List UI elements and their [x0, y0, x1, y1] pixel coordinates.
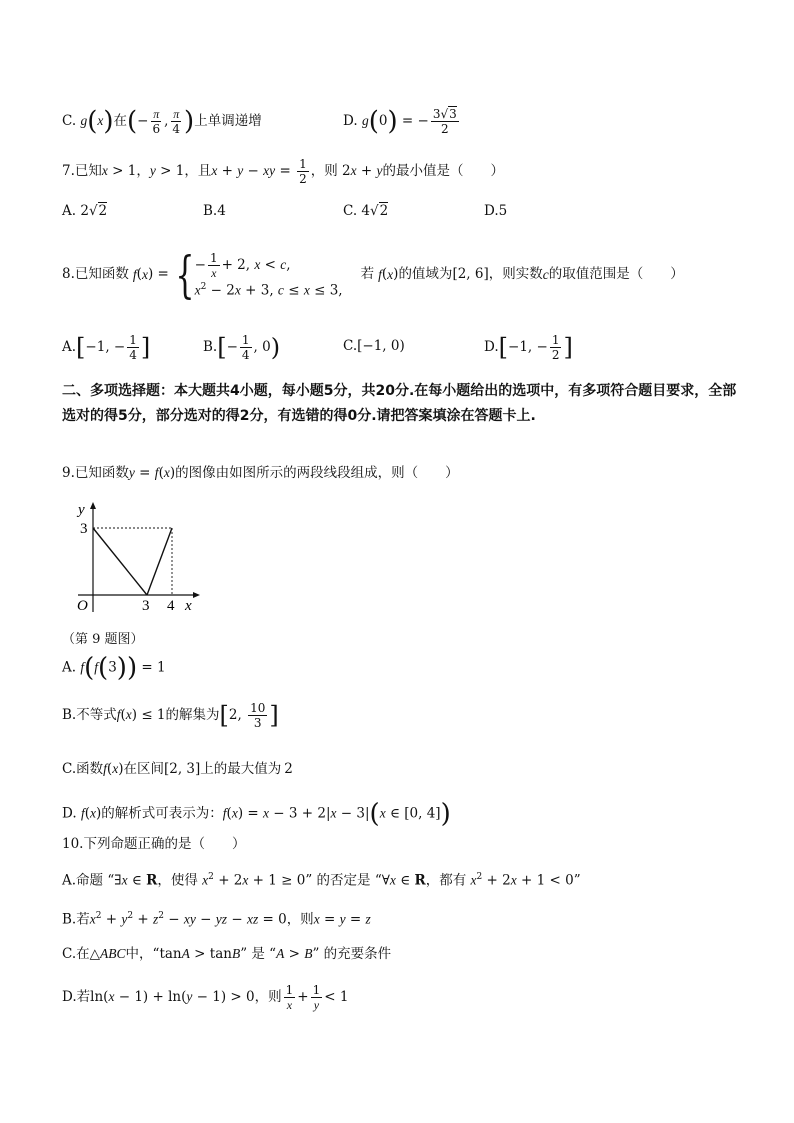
q6-option-c: C. g(x)在(− $\frac{\pi}{6}$ , $\frac{\pi}{4}$ )上单调递增: [62, 106, 262, 137]
section-heading: 二、多项选择题：本大题共4小题，每小题5分，共20分.在每小题给出的选项中，有多项符合题目要求，全部选对的得5分，部分选对的得2分，有选错的得0分.请把答案填涂在答题卡上.: [62, 383, 737, 424]
option-text: 上单调递增: [194, 113, 262, 129]
option-text: ” 的否定是 “: [305, 872, 382, 889]
option-label: C.在: [62, 946, 90, 962]
option-label: D.: [343, 113, 358, 129]
option-label: A.: [62, 339, 77, 355]
option-text: 上的最大值为: [200, 761, 282, 777]
q7-option-a: A. 2√2: [62, 203, 108, 219]
x-tick-label: 4: [167, 598, 175, 614]
option-label: C.: [343, 203, 358, 219]
segment-two: [147, 528, 172, 595]
segment-one: [93, 528, 147, 595]
stem-text: 7.已知: [62, 163, 102, 179]
q9-option-c: C.函数f(x)在区间[2, 3]上的最大值为 2: [62, 761, 293, 777]
option-label: A.: [62, 203, 77, 219]
stem-text: 8.已知函数: [62, 266, 129, 283]
q7-option-b: [203, 205, 226, 219]
x-tick-label: 3: [142, 598, 150, 614]
y-tick-label: 3: [80, 521, 88, 537]
stem-text: 若: [360, 266, 375, 283]
q8-option-b: B.[− $\frac{1}{4}$ , 0): [203, 333, 281, 362]
option-text: ” 是 “: [240, 946, 277, 962]
q7-stem: 7.已知x > 1，y > 1，且x + y − xy = $\frac{1}{2}$ ，则 2x + y的最小值是（ ）: [62, 157, 504, 186]
figure-caption: （第 9 题图）: [62, 632, 144, 647]
stem-text: ，则实数: [488, 266, 543, 283]
q10-option-d: D.若ln(x − 1) + ln(y − 1) > 0，则 $\frac{1}{x}$ + $\frac{1}{y}$ < 1: [62, 983, 349, 1012]
option-text: ，使得: [157, 872, 198, 889]
option-value: 2: [284, 761, 293, 777]
option-text: 的解集为: [165, 707, 220, 723]
q8-option-c: C.[−1, 0): [343, 338, 405, 354]
q7-option-d: [484, 205, 507, 219]
q9-option-b: B.不等式f(x) ≤ 1的解集为[2, $\frac{10}{3}$ ]: [62, 701, 279, 730]
q8-option-a: A.[−1, − $\frac{1}{4}$ ]: [62, 333, 151, 362]
x-axis-label: x: [185, 598, 192, 614]
q10-stem: 10.下列命题正确的是（ ）: [62, 836, 246, 852]
math: g: [80, 113, 88, 128]
option-label: D.若: [62, 989, 91, 1005]
y-axis-arrow: [90, 502, 96, 509]
option-label: D.: [484, 339, 499, 355]
q9-stem: 9.已知函数y = f(x)的图像由如图所示的两段线段组成，则（ ）: [62, 465, 459, 481]
q6-option-d: D. g(0) = − $\frac{3√3}{2}$: [343, 106, 457, 137]
stem-text: 的最小值是（ ）: [382, 163, 504, 179]
q10-option-b: B.若$x^2 + y^2 + z^2$ − xy − yz − xz = 0，则x = y = z: [62, 911, 371, 928]
option-label: B.4: [203, 203, 226, 219]
option-text: ，则: [254, 989, 282, 1005]
stem-text: 9.已知函数: [62, 465, 129, 481]
q10-option-c: C.在△ABC中，“tanA > tanB” 是 “A > B” 的充要条件: [62, 946, 392, 962]
stem-text: 的图像由如图所示的两段线段组成，则（ ）: [175, 465, 459, 481]
stem-text: ，且: [184, 163, 212, 179]
option-label: C.: [62, 113, 77, 129]
x-axis-arrow: [193, 592, 200, 598]
option-label: A.: [62, 659, 77, 676]
option-label: B.若: [62, 911, 90, 928]
q8-stem: 8.已知函数 f ( x ) = { − $\frac{1}{x}$ + 2, x < c, $x^2 - 2x + 3$, c ≤ x ≤ 3, 若 f ( x ) 的值域为 [2, 6] ，则实数 c 的取值范围是（ ）: [62, 246, 684, 304]
option-text: 在区间: [123, 761, 164, 777]
q9-figure: [68, 500, 208, 618]
q9-option-a: A. f(f(3)) = 1: [62, 653, 166, 683]
option-label: B.: [203, 339, 218, 355]
stem-text: 的值域为: [398, 266, 453, 283]
y-axis-label: y: [78, 502, 85, 518]
q8-option-d: D.[−1, − $\frac{1}{2}$ ]: [484, 333, 573, 362]
origin-label: O: [77, 598, 88, 614]
option-text: 中，“: [125, 946, 160, 962]
piecewise-cases: − $\frac{1}{x}$ + 2, x < c, $x^2 - 2x + 3$, c ≤ x ≤ 3,: [194, 251, 343, 299]
option-label: D.: [62, 805, 77, 822]
option-text: ” 的充要条件: [312, 946, 392, 962]
option-text: ，则: [286, 911, 314, 928]
option-label: B.不等式: [62, 707, 117, 723]
option-text: 的解析式可表示为：: [101, 805, 223, 822]
option-label: D.5: [484, 203, 508, 219]
option-text: ”: [573, 872, 581, 889]
option-label: C.函数: [62, 761, 104, 777]
option-label: C.: [343, 338, 358, 354]
q10-option-a: A.命题 “∃x ∈ R，使得 $x^2 + 2x + 1 \ge 0$” 的否定是 “∀x ∈ R，都有 $x^2 + 2x + 1 < 0$”: [62, 872, 581, 889]
q9-option-d: D. f(x)的解析式可表示为：f(x) = x − 3 + 2|x − 3|(x ∈ [0, 4]): [62, 799, 451, 829]
option-label: A.命题 “: [62, 872, 115, 889]
stem-text: 的取值范围是（ ）: [548, 266, 684, 283]
option-text: ，都有: [425, 872, 467, 889]
q7-option-c: C. 4√2: [343, 203, 389, 219]
